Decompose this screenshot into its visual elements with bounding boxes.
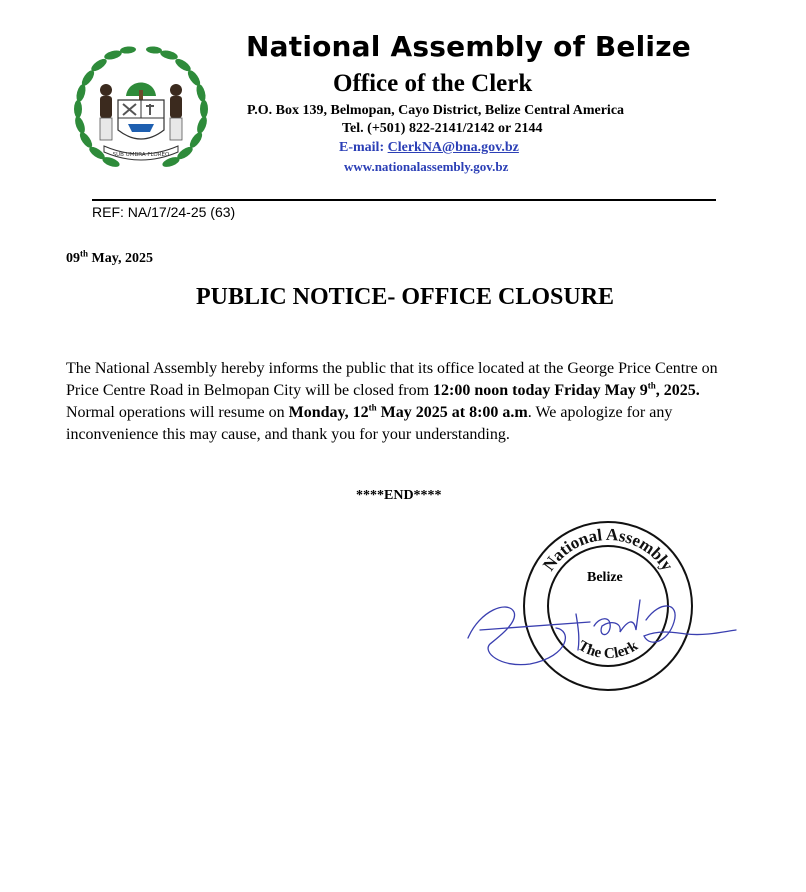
- notice-date: [66, 248, 153, 267]
- notice-body: [66, 358, 738, 446]
- end-marker: ****END****: [356, 488, 442, 503]
- postal-address: P.O. Box 139, Belmopan, Cayo District, Belize Central America: [247, 103, 625, 118]
- telephone-line: Tel. (+501) 822-2141/2142 or 2144: [342, 121, 543, 136]
- notice-title: PUBLIC NOTICE- OFFICE CLOSURE: [196, 284, 615, 310]
- email-label: E-mail:: [339, 140, 385, 155]
- belize-coat-of-arms-icon: [66, 38, 216, 180]
- body-line-2: [66, 380, 738, 402]
- body-text: . We apologize for any: [527, 404, 673, 421]
- closure-year: , 2025.: [655, 382, 700, 399]
- signature-icon: [460, 560, 740, 680]
- stamp-bottom-path: The Clerk: [575, 637, 641, 663]
- closure-time-text: 12:00 noon today Friday May 9: [433, 382, 648, 399]
- email-line: [339, 140, 519, 156]
- office-name: Office of the Clerk: [333, 70, 533, 97]
- body-line-4: inconvenience this may cause, and thank you for your understanding.: [66, 426, 510, 443]
- reference-number: REF: NA/17/24-25 (63): [92, 204, 236, 220]
- stamp-center-text: Belize: [587, 570, 623, 585]
- email-link[interactable]: ClerkNA@bna.gov.bz: [387, 140, 519, 155]
- body-line-3: [66, 402, 738, 424]
- resume-time: [289, 404, 528, 421]
- closure-time: [433, 382, 700, 399]
- body-line-1: The National Assembly hereby informs the public that its office located at the George Price Centre on: [66, 360, 718, 377]
- crest-motto: SUB UMBRA FLOREO: [112, 152, 170, 158]
- date-day-suffix: th: [80, 248, 89, 259]
- resume-day: Monday, 12: [288, 404, 369, 421]
- header-divider: [92, 199, 716, 201]
- closure-day-suffix: th: [647, 380, 656, 391]
- body-text: Price Centre Road in Belmopan City will be closed from: [66, 382, 434, 399]
- stamp-top-path: National Assembly: [539, 524, 678, 575]
- resume-day-suffix: th: [368, 402, 377, 413]
- website-link[interactable]: www.nationalassembly.gov.bz: [344, 159, 509, 174]
- date-day: 09: [66, 251, 80, 266]
- date-month-year: May, 2025: [88, 251, 153, 266]
- resume-time-text: May 2025 at 8:00 a.m: [376, 404, 528, 421]
- body-text: Normal operations will resume on: [66, 404, 289, 421]
- organization-name: National Assembly of Belize: [246, 30, 691, 63]
